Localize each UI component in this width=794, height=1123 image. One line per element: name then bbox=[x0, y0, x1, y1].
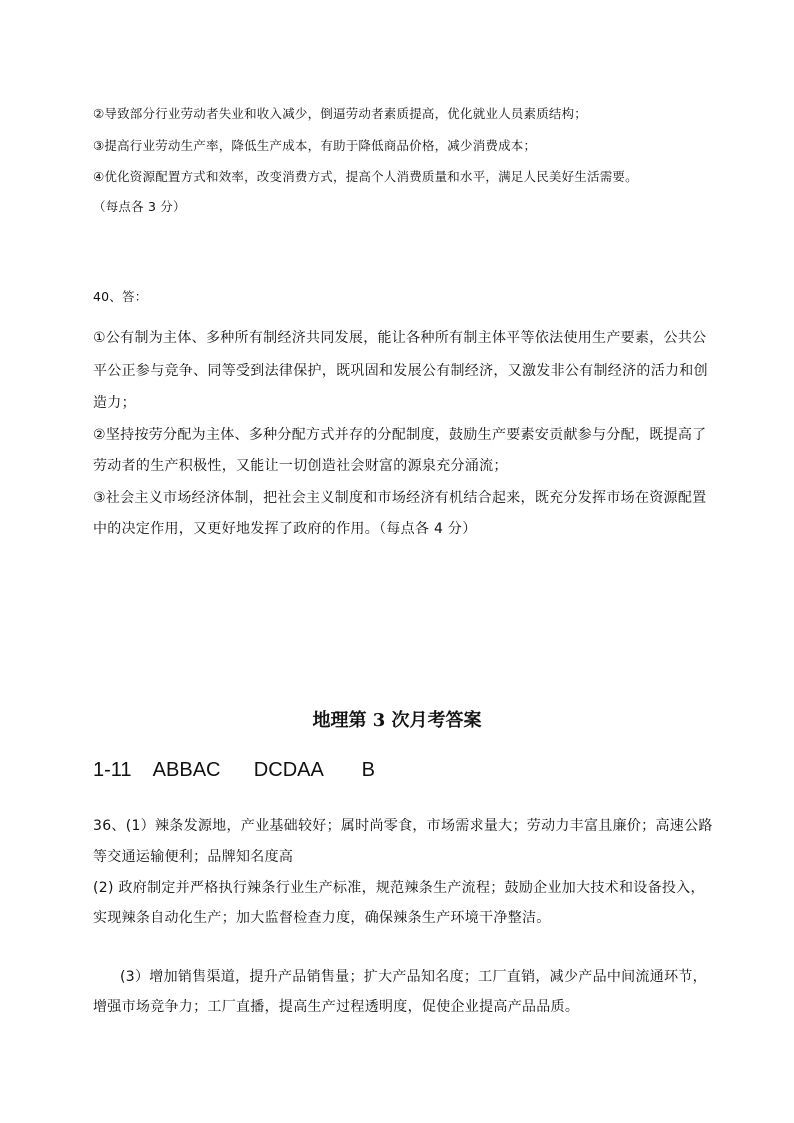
q36-3-line: 增强市场竞争力；工厂直播，提高生产过程透明度，促使企业提高产品品质。 bbox=[93, 999, 580, 1015]
q40-line: ②坚持按劳分配为主体、多种分配方式并存的分配制度，鼓励生产要素安贡献参与分配，既提高了 bbox=[93, 427, 707, 443]
q40-line: ①公有制为主体、多种所有制经济共同发展，能让各种所有制主体平等依法使用生产要素，公共公 bbox=[93, 330, 707, 346]
q36-3-line: (3）增加销售渠道，提升产品销售量；扩大产品知名度；工厂直销，减少产品中间流通环节， bbox=[120, 969, 707, 985]
q39-point-2: ②导致部分行业劳动者失业和收入减少，倒逼劳动者素质提高，优化就业人员素质结构； bbox=[93, 106, 588, 121]
q39-point-4: ④优化资源配置方式和效率，改变消费方式，提高个人消费质量和水平，满足人民美好生活需要。 bbox=[93, 169, 638, 184]
q40-line: 中的决定作用，又更好地发挥了政府的作用。（每点各 4 分） bbox=[93, 521, 477, 537]
q39-point-3: ③提高行业劳动生产率，降低生产成本，有助于降低商品价格，减少消费成本； bbox=[93, 138, 537, 153]
q40-line: ③社会主义市场经济体制，把社会主义制度和市场经济有机结合起来，既充分发挥市场在资源配置 bbox=[93, 490, 707, 506]
q36-line: 36、(1）辣条发源地，产业基础较好；属时尚零食，市场需求量大；劳动力丰富且廉价；高速公路 bbox=[93, 818, 713, 834]
q40-line: 平公正参与竞争、同等受到法律保护，既巩固和发展公有制经济，又激发非公有制经济的活力和创 bbox=[93, 363, 708, 379]
q36-line: (2) 政府制定并严格执行辣条行业生产标准，规范辣条生产流程；鼓励企业加大技术和设备投入， bbox=[93, 880, 705, 896]
q40-line: 造力； bbox=[93, 395, 136, 411]
q36-line: 实现辣条自动化生产；加大监督检查力度，确保辣条生产环境干净整洁。 bbox=[93, 910, 551, 926]
q36-line: 等交通运输便利；品牌知名度高 bbox=[93, 849, 294, 865]
q40-line: 劳动者的生产积极性，又能让一切创造社会财富的源泉充分涌流； bbox=[93, 458, 508, 474]
q40-heading: 40、答： bbox=[93, 289, 148, 304]
multiple-choice-answers: 1-11 ABBAC DCDAA B bbox=[93, 759, 375, 781]
q39-score-note: （每点各 3 分） bbox=[93, 199, 186, 214]
geography-title: 地理第 3 次月考答案 bbox=[312, 710, 482, 731]
